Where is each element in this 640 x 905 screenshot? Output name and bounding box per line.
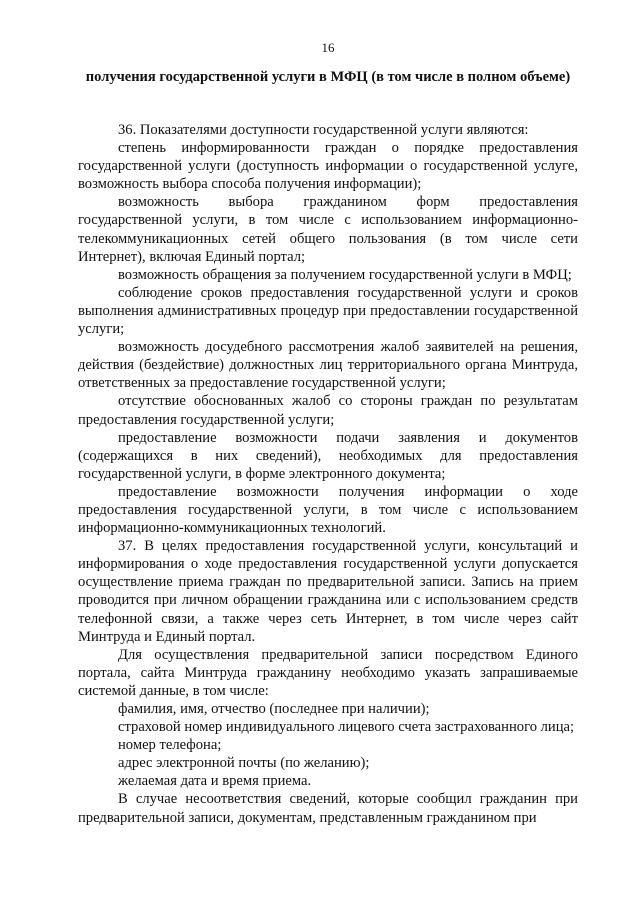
paragraph-no-complaints: отсутствие обоснованных жалоб со стороны граждан по результатам предоставления государственной услуги; [78, 393, 578, 428]
paragraph-37-appointment: 37. В целях предоставления государственной услуги, консультаций и информирования о ходе предоставления государственной услуги допускается осуществление приема граждан по предварительной записи. Запись на прием проводится при личном обращении гражданина или с использованием средств телефонной связи, а также через сеть Интернет, в том числе через сайт Минтруда и Единый портал. [78, 538, 578, 645]
paragraph-informedness: степень информированности граждан о порядке предоставления государственной услуги (доступность информации о государственной услуге, возможность выбора способа получения информации); [78, 140, 578, 193]
paragraph-36-intro: 36. Показателями доступности государственной услуги являются: [118, 122, 529, 138]
list-item-phone: номер телефона; [118, 737, 222, 754]
list-item-email: адрес электронной почты (по желанию); [118, 755, 370, 772]
paragraph-pretrial-appeal: возможность досудебного рассмотрения жалоб заявителей на решения, действия (бездействие) должностных лиц территориального органа Минтруда, ответственных за предоставление государственной услуги; [78, 339, 578, 392]
paragraph-mfc-access: возможность обращения за получением государственной услуги в МФЦ; [118, 266, 572, 283]
list-item-snils: страховой номер индивидуального лицевого счета застрахованного лица; [118, 719, 575, 736]
paragraph-choice-of-forms: возможность выбора гражданином форм предоставления государственной услуги, в том числе с использованием информационно-телекоммуникационных сетей общего пользования (в том числе сети Интернет), включая Единый портал; [78, 194, 578, 265]
document-page [78, 0, 578, 905]
paragraph-electronic-submission: предоставление возможности подачи заявления и документов (содержащихся в них сведений), необходимых для предоставления государственной услуги, в форме электронного документа; [78, 429, 578, 482]
paragraph-required-data: Для осуществления предварительной записи посредством Единого портала, сайта Минтруда гражданину необходимо указать запрашиваемые системой данные, в том числе: [78, 646, 578, 699]
page-number: 16 [321, 40, 335, 55]
section-title: получения государственной услуги в МФЦ (в том числе в полном объеме) [85, 69, 571, 85]
list-item-full-name: фамилия, имя, отчество (последнее при наличии); [118, 701, 430, 717]
body-text [78, 121, 578, 827]
paragraph-mismatch: В случае несоответствия сведений, которые сообщил гражданин при предварительной записи, документам, представленным гражданином при [78, 791, 578, 826]
list-item-date-time: желаемая дата и время приема. [118, 773, 312, 790]
paragraph-deadlines: соблюдение сроков предоставления государственной услуги и сроков выполнения административных процедур при предоставлении государственной услуги; [78, 284, 578, 338]
paragraph-progress-info: предоставление возможности получения информации о ходе предоставления государственной услуги, в том числе с использованием информационно-коммуникационных технологий. [78, 483, 578, 537]
